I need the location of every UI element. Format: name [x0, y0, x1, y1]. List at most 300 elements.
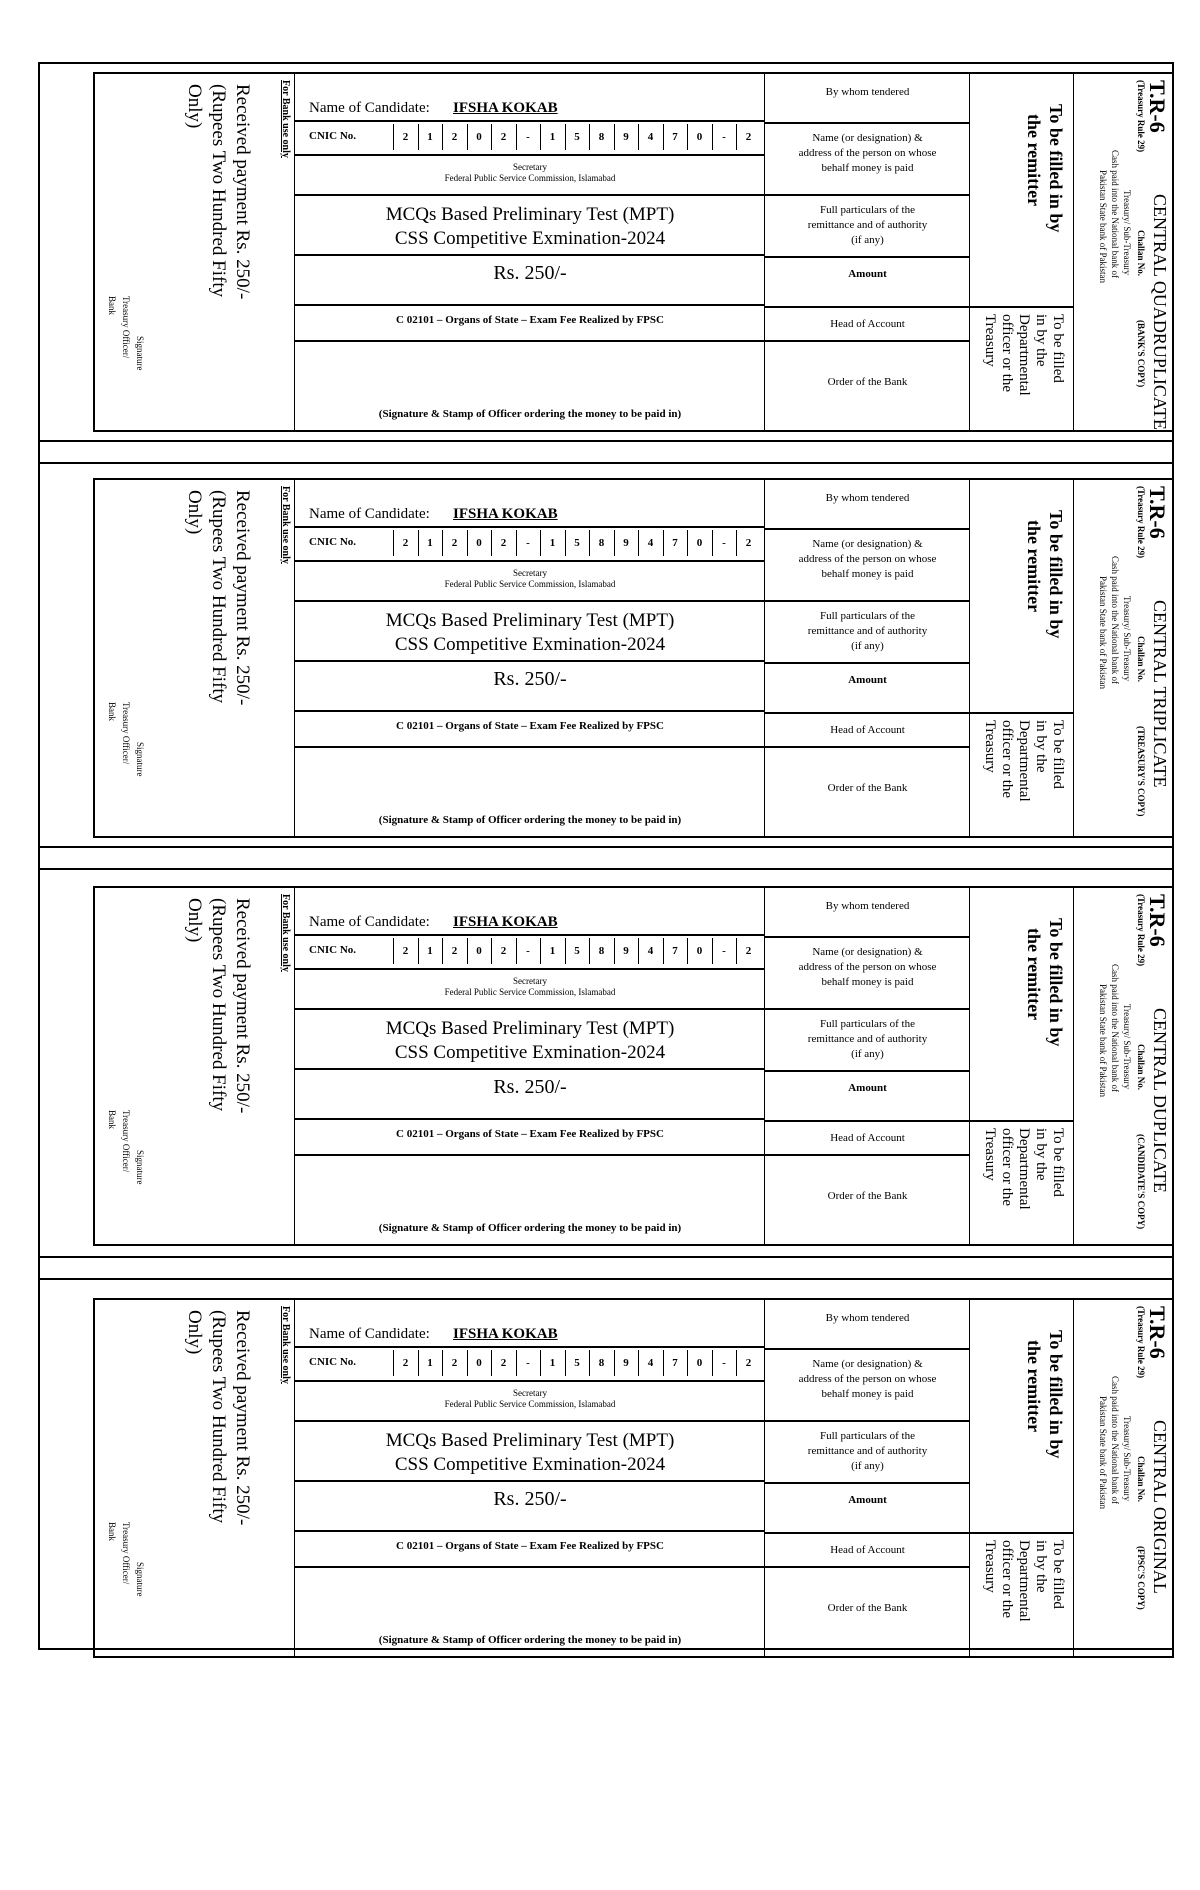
challan-header-column: [1074, 480, 1174, 836]
treasury-rule: (Treasury Rule 29): [1136, 80, 1146, 153]
payee-row: [295, 562, 765, 598]
candidate-name-value: IFSHA KOKAB: [453, 506, 558, 522]
officer-signature-note: (Signature & Stamp of Officer ordering the money to be paid in): [378, 408, 682, 420]
cnic-digit-box: -: [516, 124, 540, 150]
field-label: Amount: [848, 268, 887, 280]
tr-number: T.R-6: [1145, 1306, 1170, 1359]
remitter-line-2: the remitter: [1024, 520, 1044, 613]
candidate-name-label: Name of Candidate:: [309, 914, 430, 930]
slip-separator-line: [38, 868, 1174, 870]
signature-row: [295, 342, 765, 430]
test-name-line-2: CSS Competitive Exmination-2024: [394, 1042, 666, 1063]
payee-organisation: Federal Public Service Commission, Islamabad: [444, 579, 616, 589]
field-label-cell: [765, 1154, 970, 1244]
field-label-cell: [765, 888, 970, 936]
for-bank-use-label: For Bank use only: [280, 80, 291, 158]
bank-use-section: [95, 1300, 295, 1656]
cnic-digit-box: -: [712, 1350, 736, 1376]
received-payment-text: Received payment Rs. 250/-: [232, 84, 253, 300]
field-label-cell: [765, 1070, 970, 1120]
field-label-cell: [765, 746, 970, 836]
cnic-digit-box: 2: [736, 1350, 760, 1376]
field-label: By whom tendered: [825, 86, 910, 98]
field-label: By whom tendered: [825, 900, 910, 912]
payee-organisation: Federal Public Service Commission, Islamabad: [444, 1399, 616, 1409]
for-bank-use-label: For Bank use only: [280, 1306, 291, 1384]
cnic-digit-box: 7: [663, 938, 687, 964]
remitter-column: [970, 74, 1074, 430]
payee-title: Secretary: [513, 1388, 547, 1398]
bank-label: Bank: [107, 702, 117, 721]
for-bank-use-label: For Bank use only: [280, 486, 291, 564]
slip-separator-line: [38, 1278, 1174, 1280]
cnic-label: CNIC No.: [309, 130, 357, 142]
remitter-line-1: To be filled in by: [1046, 104, 1066, 233]
remitter-line-2: the remitter: [1024, 928, 1044, 1021]
remitter-line-2: the remitter: [1024, 1340, 1044, 1433]
field-label-line: (if any): [851, 234, 884, 246]
field-label-line: behalf money is paid: [821, 976, 914, 988]
head-of-account-value: C 02101 – Organs of State – Exam Fee Realized by FPSC: [396, 314, 664, 326]
treasury-line-3: Pakistan State bank of Pakistan: [1098, 984, 1108, 1097]
test-name-row: [295, 1422, 765, 1480]
copy-of-label: (TREASURY'S COPY): [1136, 726, 1146, 817]
field-label-cell: [765, 712, 970, 746]
copy-title: CENTRAL DUPLICATE: [1150, 1008, 1170, 1193]
officer-signature-note: (Signature & Stamp of Officer ordering the money to be paid in): [378, 814, 682, 826]
departmental-line: in by the: [1033, 720, 1049, 773]
bank-use-section: [95, 888, 295, 1244]
amount-row: [295, 1070, 765, 1118]
departmental-line: officer or the: [999, 314, 1015, 393]
cnic-digit-box: 7: [663, 530, 687, 556]
treasury-line-3: Pakistan State bank of Pakistan: [1098, 170, 1108, 283]
cnic-digit-box: 0: [467, 124, 491, 150]
field-label: Amount: [848, 674, 887, 686]
treasury-line-2: Cash paid into the National bank of: [1110, 1376, 1120, 1504]
amount-row: [295, 256, 765, 304]
test-name-line-2: CSS Competitive Exmination-2024: [394, 1454, 666, 1475]
field-label-cell: [765, 256, 970, 306]
cnic-digit-box: 7: [663, 1350, 687, 1376]
amount-row: [295, 1482, 765, 1530]
cnic-digit-box: 2: [442, 530, 466, 556]
field-label-cell: [765, 480, 970, 528]
cnic-digit-box: -: [712, 938, 736, 964]
field-label-cell: [765, 1120, 970, 1154]
test-name-row: [295, 196, 765, 254]
field-label-line: remittance and of authority: [807, 625, 928, 637]
amount-in-words-text: (Rupees Two Hundred Fifty: [208, 1310, 229, 1524]
cnic-digit-box: 2: [736, 124, 760, 150]
cnic-digit-box: 1: [540, 938, 564, 964]
payee-organisation: Federal Public Service Commission, Islamabad: [444, 173, 616, 183]
treasury-line-1: Treasury/ Sub-Treasury: [1122, 1004, 1132, 1090]
departmental-line: officer or the: [999, 1540, 1015, 1619]
cnic-digit-box: 8: [589, 938, 613, 964]
departmental-line: Treasury: [982, 1128, 998, 1181]
cnic-digit-box: 4: [638, 124, 662, 150]
treasury-line-1: Treasury/ Sub-Treasury: [1122, 190, 1132, 276]
cnic-digit-box: 2: [393, 530, 417, 556]
officer-signature-note: (Signature & Stamp of Officer ordering the money to be paid in): [378, 1634, 682, 1646]
signature-label: Signature: [135, 742, 145, 777]
treasury-line-2: Cash paid into the National bank of: [1110, 556, 1120, 684]
amount-only-text: Only): [184, 490, 205, 535]
candidate-name-label: Name of Candidate:: [309, 1326, 430, 1342]
test-name-line-1: MCQs Based Preliminary Test (MPT): [385, 610, 675, 631]
amount-value: Rs. 250/-: [493, 1488, 567, 1510]
head-of-account-value: C 02101 – Organs of State – Exam Fee Realized by FPSC: [396, 720, 664, 732]
amount-in-words-text: (Rupees Two Hundred Fifty: [208, 898, 229, 1112]
received-payment-text: Received payment Rs. 250/-: [232, 1310, 253, 1526]
copy-of-label: (CANDIDATE'S COPY): [1136, 1134, 1146, 1230]
cnic-digit-box: 2: [736, 938, 760, 964]
field-labels-column: [765, 480, 970, 836]
test-name-line-1: MCQs Based Preliminary Test (MPT): [385, 1018, 675, 1039]
treasury-line-1: Treasury/ Sub-Treasury: [1122, 596, 1132, 682]
field-label-cell: [765, 1532, 970, 1566]
cnic-row: [295, 1348, 765, 1380]
field-label-line: address of the person on whose: [798, 553, 937, 565]
head-of-account-row: [295, 1532, 765, 1566]
cnic-digit-box: 2: [393, 1350, 417, 1376]
challan-number-label: Challan No.: [1136, 230, 1146, 277]
received-payment-text: Received payment Rs. 250/-: [232, 490, 253, 706]
departmental-line: in by the: [1033, 314, 1049, 367]
cnic-digit-box: 9: [614, 1350, 638, 1376]
field-label-line: address of the person on whose: [798, 147, 937, 159]
field-label: By whom tendered: [825, 492, 910, 504]
cnic-digit-box: 2: [491, 1350, 515, 1376]
signature-label: Signature: [135, 1150, 145, 1185]
cnic-digit-box: 4: [638, 938, 662, 964]
challan-slip: [93, 72, 1174, 432]
candidate-name-row: [295, 480, 765, 528]
field-label: Order of the Bank: [827, 376, 908, 388]
treasury-officer-label: Treasury Officer/: [121, 296, 131, 359]
candidate-name-value: IFSHA KOKAB: [453, 1326, 558, 1342]
candidate-name-label: Name of Candidate:: [309, 506, 430, 522]
cnic-digit-box: -: [516, 1350, 540, 1376]
tr-number: T.R-6: [1145, 80, 1170, 133]
amount-in-words-text: (Rupees Two Hundred Fifty: [208, 490, 229, 704]
cnic-digit-box: 0: [687, 124, 711, 150]
remitter-column: [970, 888, 1074, 1244]
cnic-label: CNIC No.: [309, 536, 357, 548]
payee-row: [295, 156, 765, 192]
departmental-line: To be filled: [1050, 314, 1066, 383]
cnic-digit-box: 9: [614, 938, 638, 964]
slip-separator-line: [38, 440, 1174, 442]
challan-number-label: Challan No.: [1136, 1044, 1146, 1091]
field-label-cell: [765, 1008, 970, 1070]
cnic-digit-box: 2: [736, 530, 760, 556]
challan-header-column: [1074, 74, 1174, 430]
cnic-digit-box: 5: [565, 124, 589, 150]
departmental-line: officer or the: [999, 1128, 1015, 1207]
remitter-line-1: To be filled in by: [1046, 918, 1066, 1047]
row-divider: [970, 712, 1074, 714]
copy-of-label: (FPSC'S COPY): [1136, 1546, 1146, 1610]
field-label-cell: [765, 936, 970, 1008]
cnic-digit-box: 2: [393, 938, 417, 964]
candidate-name-row: [295, 1300, 765, 1348]
payee-row: [295, 1382, 765, 1418]
cnic-digit-box: 2: [442, 1350, 466, 1376]
departmental-line: officer or the: [999, 720, 1015, 799]
field-label-line: Full particulars of the: [819, 204, 915, 216]
field-labels-column: [765, 74, 970, 430]
field-label-cell: [765, 194, 970, 256]
candidate-name-row: [295, 74, 765, 122]
field-label: Head of Account: [830, 1132, 905, 1144]
departmental-line: Treasury: [982, 720, 998, 773]
field-label-line: Full particulars of the: [819, 610, 915, 622]
challan-header-column: [1074, 888, 1174, 1244]
cnic-digit-box: 2: [491, 938, 515, 964]
test-name-line-2: CSS Competitive Exmination-2024: [394, 634, 666, 655]
head-of-account-row: [295, 306, 765, 340]
treasury-officer-label: Treasury Officer/: [121, 702, 131, 765]
field-label-line: Full particulars of the: [819, 1018, 915, 1030]
departmental-line: in by the: [1033, 1540, 1049, 1593]
challan-number-label: Challan No.: [1136, 636, 1146, 683]
cnic-digit-box: 2: [442, 124, 466, 150]
field-label-line: Name (or designation) &: [812, 132, 923, 144]
cnic-digit-box: 1: [540, 1350, 564, 1376]
cnic-digit-box: 2: [491, 124, 515, 150]
bank-label: Bank: [107, 296, 117, 315]
cnic-digit-box: 1: [418, 530, 442, 556]
amount-only-text: Only): [184, 84, 205, 129]
test-name-line-2: CSS Competitive Exmination-2024: [394, 228, 666, 249]
challan-body: [295, 888, 765, 1244]
copy-title: CENTRAL ORIGINAL: [1150, 1420, 1170, 1594]
amount-row: [295, 662, 765, 710]
field-label-cell: [765, 1348, 970, 1420]
treasury-line-1: Treasury/ Sub-Treasury: [1122, 1416, 1132, 1502]
cnic-digit-box: 4: [638, 530, 662, 556]
field-label-cell: [765, 528, 970, 600]
row-divider: [970, 1120, 1074, 1122]
amount-only-text: Only): [184, 1310, 205, 1355]
treasury-rule: (Treasury Rule 29): [1136, 1306, 1146, 1379]
test-name-row: [295, 602, 765, 660]
treasury-line-2: Cash paid into the National bank of: [1110, 150, 1120, 278]
field-label: Amount: [848, 1494, 887, 1506]
signature-row: [295, 1568, 765, 1656]
officer-signature-note: (Signature & Stamp of Officer ordering the money to be paid in): [378, 1222, 682, 1234]
field-label-line: remittance and of authority: [807, 1033, 928, 1045]
amount-value: Rs. 250/-: [493, 1076, 567, 1098]
bank-use-section: [95, 74, 295, 430]
cnic-digit-box: 7: [663, 124, 687, 150]
bank-label: Bank: [107, 1522, 117, 1541]
field-label-line: Name (or designation) &: [812, 1358, 923, 1370]
cnic-digit-box: 5: [565, 1350, 589, 1376]
cnic-digit-box: 9: [614, 530, 638, 556]
copy-title: CENTRAL QUADRUPLICATE: [1150, 194, 1170, 430]
departmental-line: in by the: [1033, 1128, 1049, 1181]
cnic-digit-box: 1: [418, 124, 442, 150]
bank-use-section: [95, 480, 295, 836]
field-label-cell: [765, 122, 970, 194]
field-label-line: address of the person on whose: [798, 961, 937, 973]
amount-only-text: Only): [184, 898, 205, 943]
field-label-cell: [765, 1300, 970, 1348]
cnic-digit-box: 1: [540, 124, 564, 150]
treasury-line-3: Pakistan State bank of Pakistan: [1098, 1396, 1108, 1509]
field-label-cell: [765, 600, 970, 662]
departmental-line: Treasury: [982, 1540, 998, 1593]
cnic-digit-box: -: [516, 530, 540, 556]
field-label-line: behalf money is paid: [821, 162, 914, 174]
payee-title: Secretary: [513, 976, 547, 986]
departmental-line: Treasury: [982, 314, 998, 367]
amount-value: Rs. 250/-: [493, 262, 567, 284]
cnic-digit-box: 0: [687, 938, 711, 964]
treasury-line-2: Cash paid into the National bank of: [1110, 964, 1120, 1092]
candidate-name-row: [295, 888, 765, 936]
field-label-line: remittance and of authority: [807, 1445, 928, 1457]
cnic-digit-box: -: [712, 530, 736, 556]
field-label: Amount: [848, 1082, 887, 1094]
field-label-line: address of the person on whose: [798, 1373, 937, 1385]
cnic-digit-box: 5: [565, 938, 589, 964]
signature-label: Signature: [135, 1562, 145, 1597]
cnic-digit-box: 0: [467, 530, 491, 556]
field-label: Head of Account: [830, 1544, 905, 1556]
field-label-cell: [765, 662, 970, 712]
slip-separator-line: [38, 846, 1174, 848]
challan-body: [295, 480, 765, 836]
challan-body: [295, 1300, 765, 1656]
tr-number: T.R-6: [1145, 894, 1170, 947]
field-label-line: (if any): [851, 1048, 884, 1060]
challan-slip: [93, 1298, 1174, 1658]
challan-body: [295, 74, 765, 430]
cnic-digit-box: 0: [467, 938, 491, 964]
cnic-digit-box: 1: [540, 530, 564, 556]
candidate-name-label: Name of Candidate:: [309, 100, 430, 116]
departmental-line: Departmental: [1016, 314, 1032, 396]
signature-label: Signature: [135, 336, 145, 371]
test-name-row: [295, 1010, 765, 1068]
head-of-account-value: C 02101 – Organs of State – Exam Fee Realized by FPSC: [396, 1540, 664, 1552]
cnic-digit-box: 1: [418, 1350, 442, 1376]
field-label-cell: [765, 1566, 970, 1656]
challan-slip: [93, 478, 1174, 838]
cnic-digit-box: 2: [393, 124, 417, 150]
head-of-account-row: [295, 1120, 765, 1154]
field-label-cell: [765, 306, 970, 340]
payee-row: [295, 970, 765, 1006]
cnic-label: CNIC No.: [309, 944, 357, 956]
for-bank-use-label: For Bank use only: [280, 894, 291, 972]
departmental-line: To be filled: [1050, 1128, 1066, 1197]
field-label-line: (if any): [851, 640, 884, 652]
payee-organisation: Federal Public Service Commission, Islamabad: [444, 987, 616, 997]
cnic-digit-box: 5: [565, 530, 589, 556]
candidate-name-value: IFSHA KOKAB: [453, 100, 558, 116]
cnic-label: CNIC No.: [309, 1356, 357, 1368]
field-label-line: remittance and of authority: [807, 219, 928, 231]
cnic-digit-box: -: [516, 938, 540, 964]
challan-header-column: [1074, 1300, 1174, 1656]
remitter-column: [970, 1300, 1074, 1656]
field-label: By whom tendered: [825, 1312, 910, 1324]
slip-separator-line: [38, 1256, 1174, 1258]
field-label-cell: [765, 74, 970, 122]
field-label-cell: [765, 1420, 970, 1482]
field-label: Order of the Bank: [827, 782, 908, 794]
challan-number-label: Challan No.: [1136, 1456, 1146, 1503]
departmental-line: Departmental: [1016, 1540, 1032, 1622]
field-label-line: Name (or designation) &: [812, 538, 923, 550]
field-label-line: Name (or designation) &: [812, 946, 923, 958]
amount-value: Rs. 250/-: [493, 668, 567, 690]
cnic-row: [295, 122, 765, 154]
head-of-account-row: [295, 712, 765, 746]
treasury-officer-label: Treasury Officer/: [121, 1522, 131, 1585]
test-name-line-1: MCQs Based Preliminary Test (MPT): [385, 1430, 675, 1451]
tr-number: T.R-6: [1145, 486, 1170, 539]
cnic-digit-box: 8: [589, 124, 613, 150]
candidate-name-value: IFSHA KOKAB: [453, 914, 558, 930]
cnic-digit-box: 4: [638, 1350, 662, 1376]
departmental-line: Departmental: [1016, 1128, 1032, 1210]
field-label-line: (if any): [851, 1460, 884, 1472]
departmental-line: To be filled: [1050, 720, 1066, 789]
remitter-line-1: To be filled in by: [1046, 510, 1066, 639]
remitter-column: [970, 480, 1074, 836]
bank-label: Bank: [107, 1110, 117, 1129]
remitter-line-2: the remitter: [1024, 114, 1044, 207]
field-label-line: Full particulars of the: [819, 1430, 915, 1442]
row-divider: [970, 1532, 1074, 1534]
departmental-line: Departmental: [1016, 720, 1032, 802]
cnic-row: [295, 528, 765, 560]
cnic-digit-box: 2: [442, 938, 466, 964]
copy-title: CENTRAL TRIPLICATE: [1150, 600, 1170, 788]
amount-in-words-text: (Rupees Two Hundred Fifty: [208, 84, 229, 298]
payee-title: Secretary: [513, 162, 547, 172]
cnic-digit-box: 0: [467, 1350, 491, 1376]
field-label-line: behalf money is paid: [821, 1388, 914, 1400]
cnic-digit-box: 8: [589, 530, 613, 556]
treasury-officer-label: Treasury Officer/: [121, 1110, 131, 1173]
copy-of-label: (BANK'S COPY): [1136, 320, 1146, 388]
field-label-cell: [765, 1482, 970, 1532]
field-label: Head of Account: [830, 724, 905, 736]
signature-row: [295, 1156, 765, 1244]
treasury-line-3: Pakistan State bank of Pakistan: [1098, 576, 1108, 689]
field-label-cell: [765, 340, 970, 430]
cnic-digit-box: 2: [491, 530, 515, 556]
field-label-line: behalf money is paid: [821, 568, 914, 580]
field-label: Order of the Bank: [827, 1190, 908, 1202]
field-label: Order of the Bank: [827, 1602, 908, 1614]
payee-title: Secretary: [513, 568, 547, 578]
field-labels-column: [765, 1300, 970, 1656]
signature-row: [295, 748, 765, 836]
received-payment-text: Received payment Rs. 250/-: [232, 898, 253, 1114]
treasury-rule: (Treasury Rule 29): [1136, 486, 1146, 559]
cnic-row: [295, 936, 765, 968]
cnic-digit-box: 0: [687, 530, 711, 556]
challan-slip: [93, 886, 1174, 1246]
